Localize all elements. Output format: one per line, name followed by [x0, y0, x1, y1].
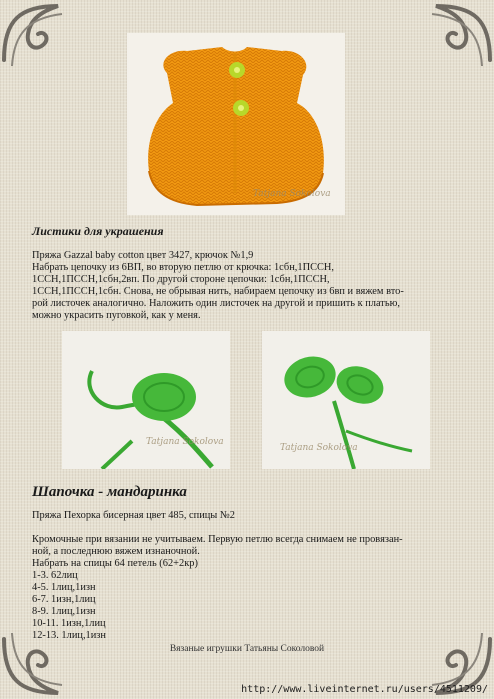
hat-line-4: 1-3. 62лиц — [32, 570, 78, 581]
hat-line-8: 10-11. 1изн,1лиц — [32, 618, 106, 629]
leaves-line-2: Набрать цепочку из 6ВП, во вторую петлю от крючка: 1сбн,1ПССН, — [32, 262, 335, 273]
hat-line-3: Набрать на спицы 64 петель (62+2кр) — [32, 558, 198, 569]
hat-line-5: 4-5. 1лиц,1изн — [32, 582, 96, 593]
hat-line-6: 6-7. 1изн,1лиц — [32, 594, 96, 605]
signature-watermark: Tatjana Sokolova — [253, 189, 331, 199]
source-url[interactable]: http://www.liveinternet.ru/users/4511209/ — [241, 684, 488, 695]
hat-line-9: 12-13. 1лиц,1изн — [32, 630, 106, 641]
corner-ornament-top-left — [0, 0, 70, 70]
leaves-line-1: Пряжа Gazzal baby cotton цвет 3427, крючок №1,9 — [32, 250, 254, 261]
corner-swirl-icon — [0, 0, 70, 70]
flower-button-lower — [233, 100, 249, 116]
section-title-leaves: Листики для украшения — [32, 224, 164, 238]
hat-line-7: 8-9. 1лиц,1изн — [32, 606, 96, 617]
corner-swirl-icon — [424, 0, 494, 70]
hat-line-2: ной, а последнюю вяжем изнаночной. — [32, 546, 200, 557]
corner-ornament-top-right — [424, 0, 494, 70]
hat-line-1: Кромочные при вязании не учитываем. Первую петлю всегда снимаем не провязан- — [32, 534, 403, 545]
section-title-hat: Шапочка - мандаринка — [32, 484, 187, 500]
signature-watermark: Tatjana Sokolova — [280, 443, 358, 453]
page-footer: Вязаные игрушки Татьяны Соколовой — [169, 644, 325, 654]
photo-double-leaf — [262, 331, 430, 469]
leaves-line-4: 1ССН,1ПССН,1сбн. Снова, не обрывая нить, набираем цепочку из 6вп и вяжем вто- — [32, 286, 404, 297]
leaves-line-6: можно украсить пуговкой, как у меня. — [32, 310, 201, 321]
photo-single-leaf — [62, 331, 230, 469]
hat-yarn-line: Пряжа Пехорка бисерная цвет 485, спицы №2 — [32, 510, 235, 521]
leaves-line-5: рой листочек аналогично. Наложить один листочек на другой и пришить к платью, — [32, 298, 400, 309]
flower-button-upper — [229, 62, 245, 78]
signature-watermark: Tatjana Sokolova — [146, 437, 224, 447]
photo-orange-dress — [127, 33, 345, 215]
leaves-line-3: 1ССН,1ПССН,1сбн,2вп. По другой стороне цепочки: 1сбн,1ПССН, — [32, 274, 330, 285]
